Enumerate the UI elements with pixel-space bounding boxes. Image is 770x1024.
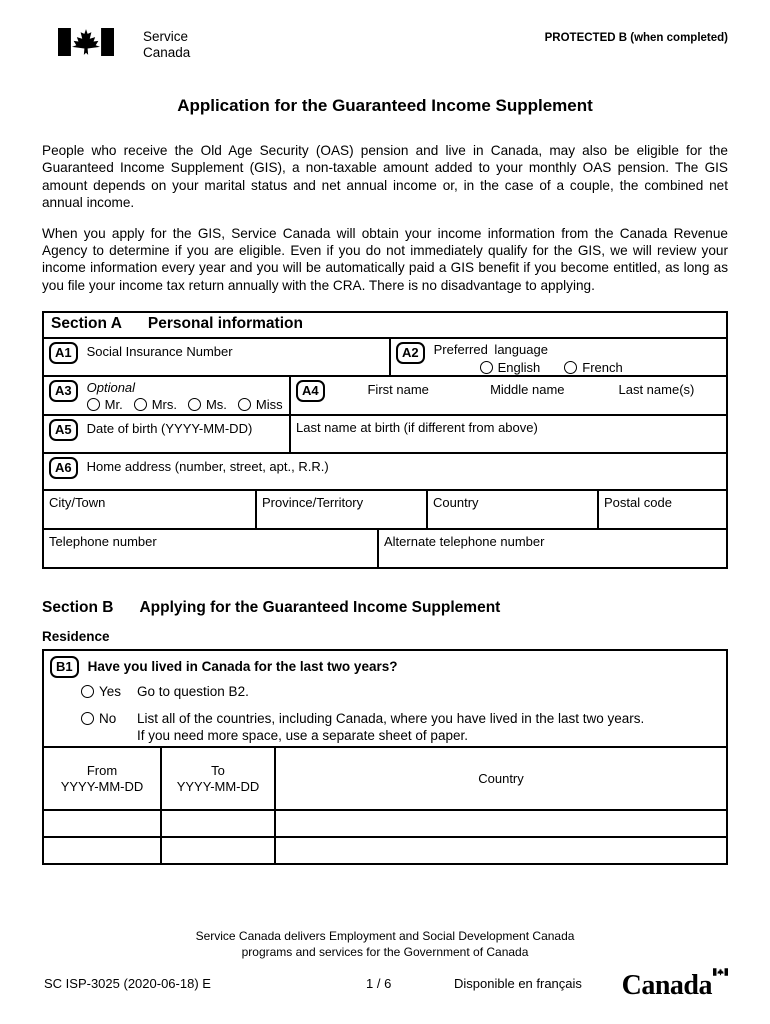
page-header bbox=[42, 0, 728, 60]
preferred-language-cell bbox=[389, 339, 726, 375]
country-cell[interactable] bbox=[426, 491, 597, 528]
optional-label: Optional bbox=[86, 380, 136, 396]
field-ref-a3: A3 bbox=[49, 380, 78, 402]
from-label: From bbox=[86, 762, 118, 778]
section-a-label: Section A bbox=[51, 315, 122, 333]
form-number: SC ISP-3025 (2020-06-18) E bbox=[44, 976, 211, 991]
section-b-title: Applying for the Guaranteed Income Supplement bbox=[139, 599, 501, 617]
telephone-label: Telephone number bbox=[49, 534, 157, 550]
to-format-label: YYYY-MM-DD bbox=[176, 778, 260, 794]
radio-yes[interactable] bbox=[81, 685, 94, 698]
date-of-birth-cell[interactable] bbox=[44, 416, 289, 452]
field-ref-a5: A5 bbox=[49, 419, 78, 441]
alternate-telephone-cell[interactable] bbox=[377, 530, 726, 567]
preferred-language-label: Preferred language bbox=[433, 342, 548, 358]
sin-label: Social Insurance Number bbox=[86, 344, 233, 360]
canada-wordmark-text: Canada bbox=[621, 970, 712, 1001]
option-miss[interactable] bbox=[238, 397, 283, 412]
b1-box bbox=[42, 649, 728, 865]
b1-option-yes[interactable] bbox=[81, 683, 720, 700]
section-a-header bbox=[44, 313, 726, 339]
footer-delivery-line1: Service Canada delivers Employment and Social Development Canada bbox=[195, 929, 575, 943]
countries-table-header bbox=[44, 746, 726, 809]
no-label: No bbox=[99, 711, 117, 727]
row-a5 bbox=[44, 416, 726, 454]
page-title: Application for the Guaranteed Income Supplement bbox=[177, 96, 593, 115]
section-a-title: Personal information bbox=[147, 315, 303, 333]
home-address-label: Home address (number, street, apt., R.R.) bbox=[86, 459, 329, 475]
radio-no[interactable] bbox=[81, 712, 94, 725]
yes-label: Yes bbox=[99, 684, 122, 700]
radio-miss[interactable] bbox=[238, 398, 251, 411]
countries-table-row-1 bbox=[44, 809, 726, 836]
logo-line1: Service bbox=[143, 29, 189, 44]
b1-question: Have you lived in Canada for the last two years? bbox=[87, 659, 398, 675]
footer-delivery-line2: programs and services for the Government of Canada bbox=[241, 944, 529, 959]
canada-wordmark-flag-icon bbox=[713, 968, 728, 976]
option-ms-label: Ms. bbox=[205, 397, 227, 413]
to-input-cell[interactable] bbox=[160, 811, 274, 836]
protected-b-note: PROTECTED B (when completed) bbox=[544, 32, 728, 44]
logo-text bbox=[143, 28, 190, 60]
field-ref-b1: B1 bbox=[50, 656, 79, 678]
postal-code-label: Postal code bbox=[604, 495, 672, 511]
from-format-label: YYYY-MM-DD bbox=[60, 778, 144, 794]
home-address-cell[interactable] bbox=[44, 454, 726, 489]
canada-wordmark bbox=[622, 972, 728, 1000]
country-input-cell[interactable] bbox=[274, 838, 726, 863]
last-name-at-birth-label: Last name at birth (if different from above) bbox=[296, 420, 538, 436]
row-a1-a2 bbox=[44, 339, 726, 377]
service-canada-logo bbox=[42, 28, 190, 60]
option-english[interactable] bbox=[480, 360, 541, 375]
intro-paragraph-1: People who receive the Old Age Security (OAS) pension and live in Canada, may also be eligible for the Guaranteed Income Supplement (GIS), a non-taxable amount added to your monthly OAS pension. The GIS amount depends on your marital status and net annual income or, in the case of a couple, the combined net annual income. bbox=[42, 143, 728, 211]
no-instruction-line1: List all of the countries, including Canada, where you have lived in the last two years. bbox=[137, 711, 645, 727]
to-label: To bbox=[211, 762, 225, 778]
radio-mr[interactable] bbox=[87, 398, 100, 411]
city-town-cell[interactable] bbox=[44, 491, 255, 528]
page-number: 1 / 6 bbox=[366, 976, 392, 991]
french-availability-note: Disponible en français bbox=[454, 976, 582, 991]
radio-english[interactable] bbox=[480, 361, 493, 374]
first-name-label: First name bbox=[367, 382, 429, 398]
option-miss-label: Miss bbox=[255, 397, 283, 413]
countries-table-row-2 bbox=[44, 836, 726, 863]
option-english-label: English bbox=[497, 360, 541, 376]
b1-question-area bbox=[44, 651, 726, 746]
field-ref-a1: A1 bbox=[49, 342, 78, 364]
field-ref-a6: A6 bbox=[49, 457, 78, 479]
row-a3-a4 bbox=[44, 377, 726, 416]
option-french[interactable] bbox=[564, 360, 622, 375]
section-a-box bbox=[42, 311, 728, 569]
middle-name-label: Middle name bbox=[490, 382, 565, 398]
row-address bbox=[44, 491, 726, 530]
country-input-cell[interactable] bbox=[274, 811, 726, 836]
country-label: Country bbox=[433, 495, 479, 511]
city-town-label: City/Town bbox=[49, 495, 106, 511]
province-territory-cell[interactable] bbox=[255, 491, 426, 528]
canada-flag-icon bbox=[42, 28, 130, 56]
field-ref-a2: A2 bbox=[396, 342, 425, 364]
option-mrs-label: Mrs. bbox=[151, 397, 177, 413]
last-name-label: Last name(s) bbox=[618, 382, 695, 398]
to-input-cell[interactable] bbox=[160, 838, 274, 863]
yes-instruction: Go to question B2. bbox=[137, 684, 249, 700]
radio-mrs[interactable] bbox=[134, 398, 147, 411]
option-mr[interactable] bbox=[87, 397, 123, 412]
country-header-label: Country bbox=[478, 770, 524, 786]
option-mr-label: Mr. bbox=[104, 397, 123, 413]
alternate-telephone-label: Alternate telephone number bbox=[384, 534, 545, 550]
salutation-cell bbox=[44, 377, 289, 414]
option-french-label: French bbox=[582, 360, 623, 376]
radio-french[interactable] bbox=[564, 361, 577, 374]
section-b-header bbox=[42, 599, 728, 617]
name-input-cell[interactable] bbox=[289, 377, 726, 414]
postal-code-cell[interactable] bbox=[597, 491, 726, 528]
row-a6 bbox=[44, 454, 726, 491]
option-ms[interactable] bbox=[188, 397, 227, 412]
intro-paragraph-2: When you apply for the GIS, Service Canada will obtain your income information from the Canada Revenue Agency to determine if you are eligible. Even if you do not immediately qualify for the GIS, we will review your income information every year and you will be automatically paid a GIS benefit if you become entitled, as long as you file your income tax return annually with the CRA. There is no disadvantage to applying. bbox=[42, 225, 728, 293]
province-territory-label: Province/Territory bbox=[262, 495, 364, 511]
from-input-cell[interactable] bbox=[44, 838, 160, 863]
sin-input-cell[interactable] bbox=[44, 339, 389, 375]
row-phone bbox=[44, 530, 726, 567]
no-instruction-line2: If you need more space, use a separate sheet of paper. bbox=[137, 728, 468, 744]
logo-line2: Canada bbox=[143, 44, 191, 60]
to-column-header bbox=[160, 748, 274, 809]
b1-option-no[interactable] bbox=[81, 710, 720, 744]
page-footer bbox=[42, 929, 728, 1000]
telephone-cell[interactable] bbox=[44, 530, 377, 567]
radio-ms[interactable] bbox=[188, 398, 201, 411]
residence-heading: Residence bbox=[42, 629, 110, 645]
from-column-header bbox=[44, 748, 160, 809]
field-ref-a4: A4 bbox=[296, 380, 325, 402]
section-b-label: Section B bbox=[42, 599, 114, 617]
from-input-cell[interactable] bbox=[44, 811, 160, 836]
date-of-birth-label: Date of birth (YYYY-MM-DD) bbox=[86, 421, 253, 437]
option-mrs[interactable] bbox=[134, 397, 177, 412]
last-name-at-birth-cell[interactable] bbox=[289, 416, 726, 452]
country-column-header bbox=[274, 748, 726, 809]
